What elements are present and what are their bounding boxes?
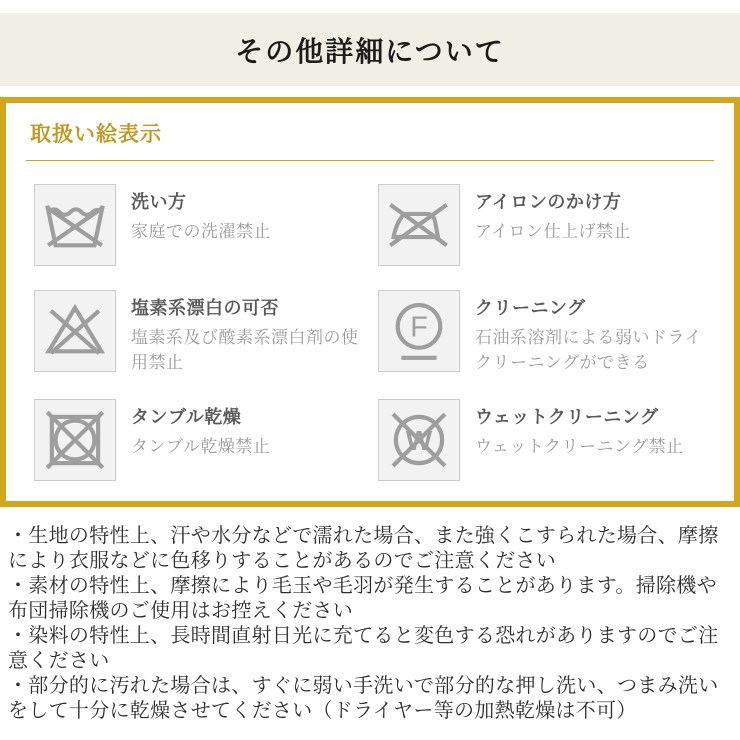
page-header <box>0 13 740 86</box>
care-item-text <box>475 399 684 481</box>
care-item-wet-cleaning <box>378 399 708 481</box>
wet-clean-letter: W <box>405 425 433 457</box>
note-item: ・素材の特性上、摩擦により毛玉や毛羽が発生することがあります。掃除機や布団掃除機のご使用はお控えください <box>8 575 717 623</box>
care-item-title: 洗い方 <box>131 192 187 212</box>
care-item-description: タンブル乾燥禁止 <box>131 437 271 457</box>
care-item-text <box>131 290 364 375</box>
care-item-description: 家庭での洗濯禁止 <box>131 222 271 241</box>
care-item-ironing <box>378 184 708 266</box>
no-tumble-dry-icon <box>34 399 116 481</box>
caution-notes <box>8 524 734 724</box>
care-item-text <box>475 184 631 266</box>
care-item-title: 塩素系漂白の可否 <box>131 298 279 318</box>
no-wet-clean-icon <box>378 399 460 481</box>
care-item-washing <box>34 184 364 266</box>
care-item-bleach <box>34 290 364 375</box>
page-title: その他詳細について <box>235 35 505 67</box>
care-item-description: ウェットクリーニング禁止 <box>475 437 684 457</box>
care-item-title: クリーニング <box>475 298 586 318</box>
no-bleach-icon <box>34 290 116 372</box>
care-item-text <box>131 184 271 266</box>
care-section-heading-wrap <box>26 103 714 161</box>
care-item-title: アイロンのかけ方 <box>475 192 622 212</box>
dry-clean-letter: F <box>410 311 428 344</box>
care-section-heading: 取扱い絵表示 <box>30 123 162 146</box>
care-symbols-grid <box>34 184 708 481</box>
care-item-description: 塩素系及び酸素系漂白剤の使用禁止 <box>131 328 359 372</box>
care-item-dry-cleaning <box>378 290 708 375</box>
care-item-title: ウェットクリーニング <box>475 407 659 428</box>
care-item-text <box>475 290 708 375</box>
care-item-tumble-dry <box>34 399 364 481</box>
no-iron-icon <box>378 184 460 266</box>
care-item-text <box>131 399 270 481</box>
note-item: ・染料の特性上、長時間直射日光に充てると変色する恐れがありますのでご注意ください <box>8 625 719 673</box>
dry-clean-f-icon <box>378 290 460 372</box>
care-symbols-box <box>0 97 740 507</box>
care-item-description: アイロン仕上げ禁止 <box>475 222 631 241</box>
note-item: ・生地の特性上、汗や水分などで濡れた場合、また強くこすられた場合、摩擦により衣服などに色移りすることがあるのでご注意ください <box>8 525 719 573</box>
care-item-title: タンブル乾燥 <box>131 407 242 428</box>
note-item: ・部分的に汚れた場合は、すぐに弱い手洗いで部分的な押し洗い、つまみ洗いをして十分に乾燥させてください（ドライヤー等の加熱乾燥は不可） <box>8 675 719 723</box>
no-wash-icon <box>34 184 116 266</box>
care-item-description: 石油系溶剤による弱いドライクリーニングができる <box>475 328 702 372</box>
